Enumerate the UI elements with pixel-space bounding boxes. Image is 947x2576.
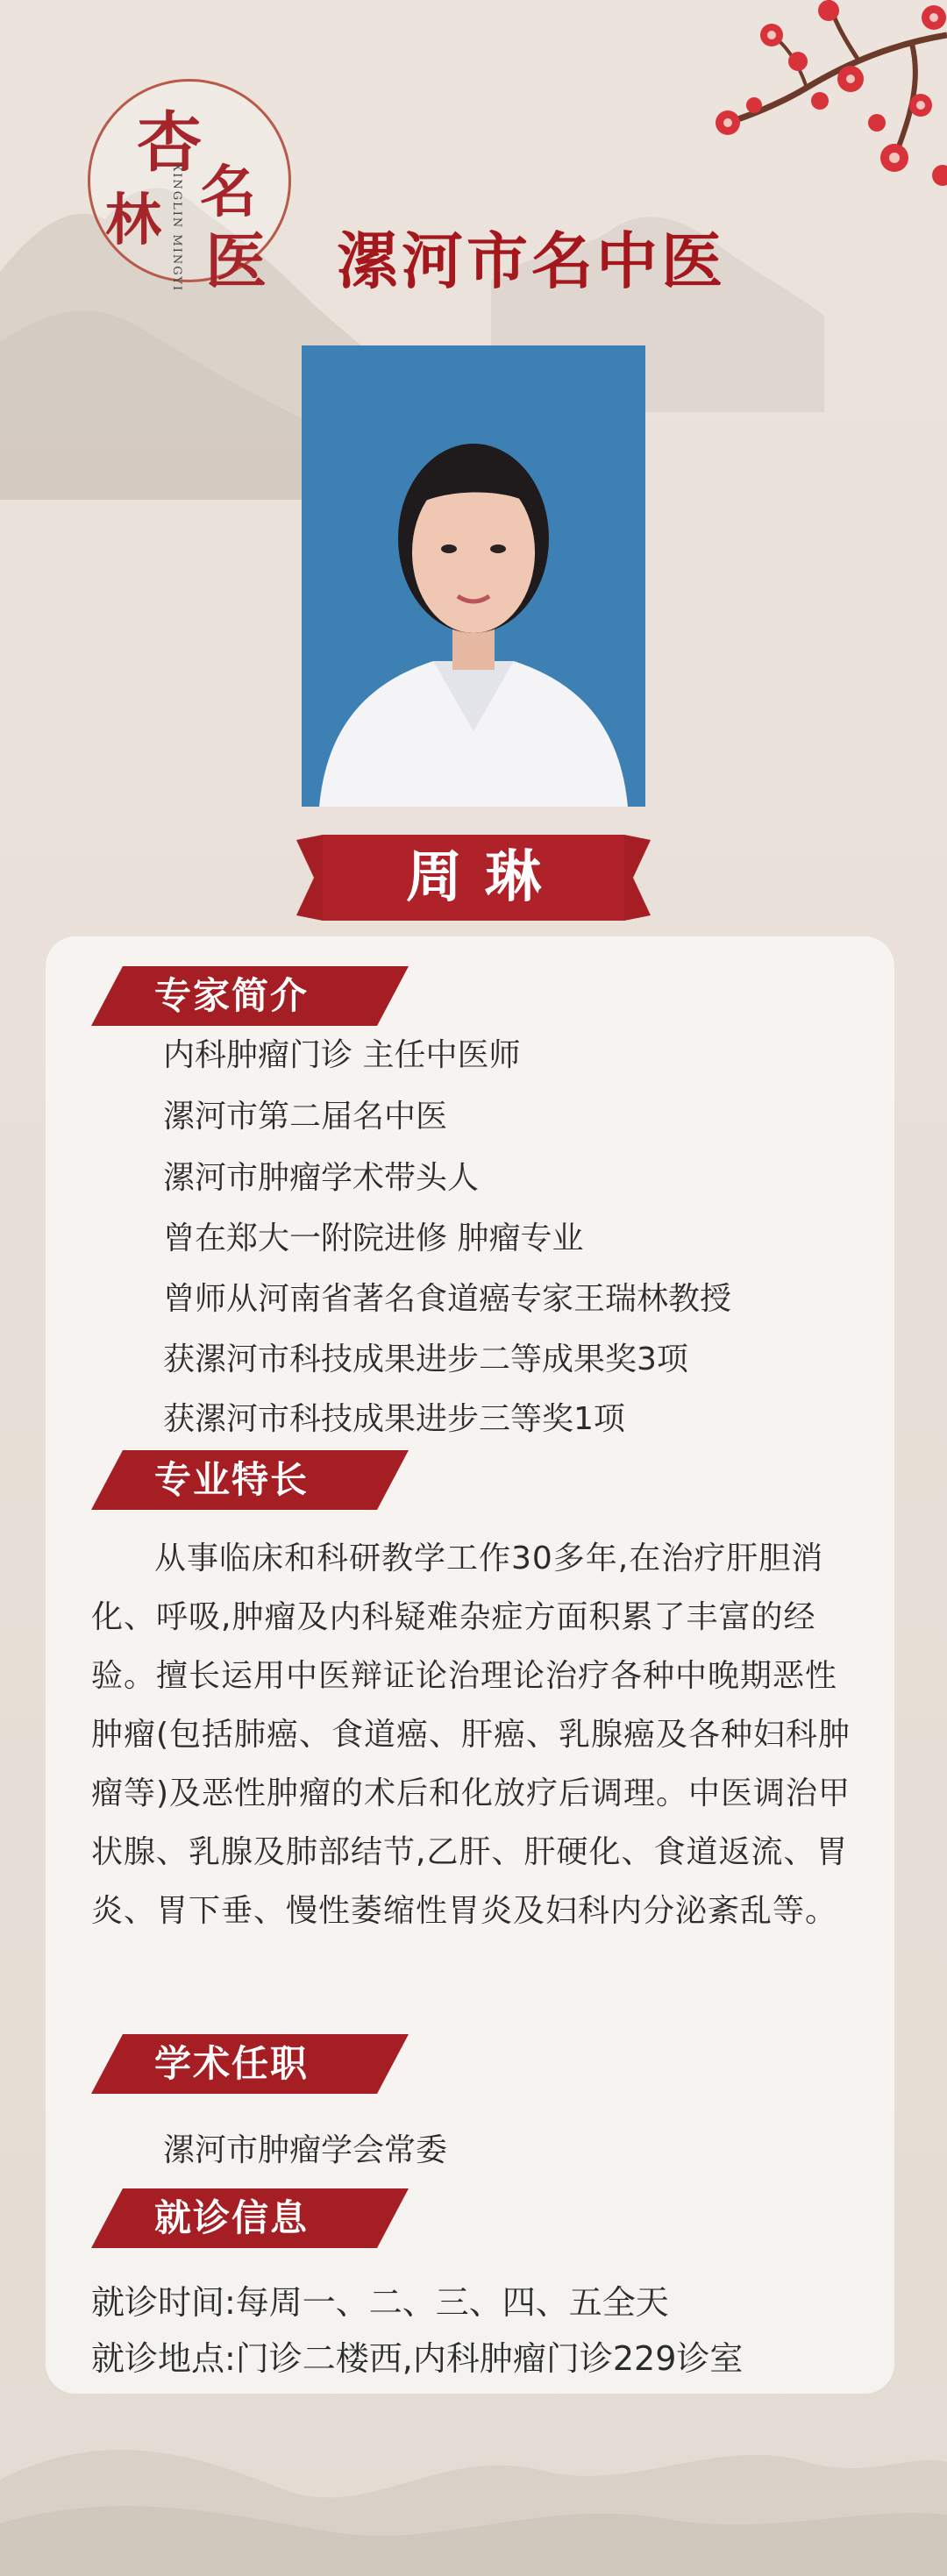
section-academic-title: 学术任职 — [154, 2042, 310, 2085]
intro-item: 曾在郑大一附院进修 肿瘤专业 — [163, 1220, 584, 1256]
section-specialty-title: 专业特长 — [154, 1458, 310, 1501]
visit-location: 就诊地点:门诊二楼西,内科肿瘤门诊229诊室 — [91, 2339, 744, 2378]
intro-item: 漯河市第二届名中医 — [163, 1099, 448, 1135]
doctor-name: 周琳 — [406, 844, 564, 910]
section-intro-title: 专家简介 — [154, 974, 310, 1017]
section-academic-heading — [91, 2034, 409, 2094]
ink-mountain-bottom-decoration — [0, 2374, 947, 2576]
logo-char-xing: 杏 — [137, 105, 202, 181]
logo-pinyin: XINGLIN MINGYI — [170, 163, 183, 293]
doctor-portrait — [302, 345, 645, 807]
page-title: 漯河市名中医 — [337, 224, 726, 297]
academic-item: 漯河市肿瘤学会常委 — [163, 2132, 448, 2168]
visit-time: 就诊时间:每周一、二、三、四、五全天 — [91, 2283, 669, 2322]
section-visit-heading — [91, 2188, 409, 2248]
specialty-text: 从事临床和科研教学工作30多年,在治疗肝胆消化、呼吸,肿瘤及内科疑难杂症方面积累了丰富的经验。擅长运用中医辩证论治理论治疗各种中晚期恶性肿瘤(包括肺癌、食道癌、肝癌、乳腺癌及各种妇科肿瘤等)及恶性肿瘤的术后和化放疗后调理。中医调治甲状腺、乳腺及肺部结节,乙肝、肝硬化、食道返流、胃炎、胃下垂、慢性萎缩性胃炎及妇科内分泌紊乱等。 — [91, 1541, 851, 1929]
logo-char-lin: 林 — [105, 188, 161, 253]
section-intro-heading — [91, 966, 409, 1026]
doctor-name-banner — [296, 829, 651, 926]
section-visit-title: 就诊信息 — [154, 2196, 310, 2239]
logo-char-ming: 名 — [200, 160, 256, 225]
intro-item: 漯河市肿瘤学术带头人 — [163, 1160, 480, 1196]
xinglin-mingyi-logo — [88, 79, 307, 298]
plum-blossom-decoration — [631, 0, 947, 210]
logo-char-yi: 医 — [205, 224, 267, 297]
intro-item: 曾师从河南省著名食道癌专家王瑞林教授 — [163, 1281, 732, 1317]
intro-item: 内科肿瘤门诊 主任中医师 — [163, 1037, 521, 1073]
intro-item: 获漯河市科技成果进步三等奖1项 — [163, 1401, 625, 1437]
section-specialty-heading — [91, 1450, 409, 1510]
intro-item: 获漯河市科技成果进步二等成果奖3项 — [163, 1341, 688, 1377]
